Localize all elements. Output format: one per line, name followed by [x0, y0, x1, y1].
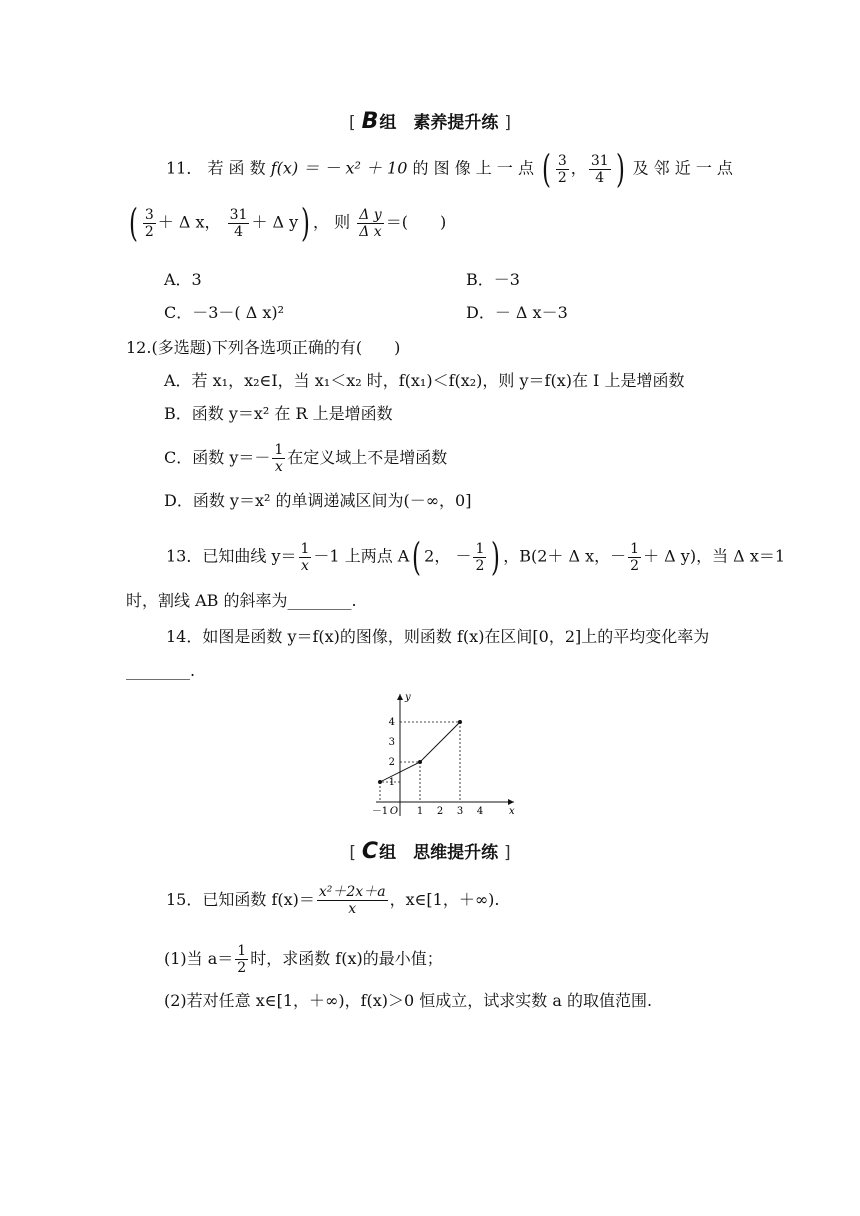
section-c-label: 组 思维提升练: [379, 843, 499, 863]
data-point: [378, 780, 382, 784]
x-tick-label: －1: [371, 806, 389, 817]
y-tick-label: 4: [388, 717, 395, 728]
data-point: [418, 760, 422, 764]
q11-point1-y: $\frac{31}{4}$: [590, 152, 609, 186]
q12-c-fraction: $\frac{1}{x}$: [274, 442, 284, 475]
q15-stem: 15．已知函数 f(x)＝ $\frac{\text{x²＋2x＋a}}{x}$ ，x∈[1，＋∞).: [166, 884, 500, 917]
y-axis-label: y: [405, 692, 411, 703]
x-axis-label: x: [509, 806, 515, 817]
x-tick-label: 2: [436, 806, 444, 817]
section-b-label: 组 素养提升练: [379, 113, 499, 133]
x-tick-label: O: [389, 806, 399, 817]
q15-part1: (1)当 a＝ $\frac{1}{2}$ 时，求函数 f(x)的最小值；: [164, 943, 443, 976]
q13-point-a-y: $\frac{1}{2}$: [475, 540, 485, 574]
q13-point-b-y: $\frac{1}{2}$: [630, 540, 640, 574]
data-point: [458, 720, 462, 724]
section-c-letter: C: [361, 839, 380, 864]
x-tick-label: 4: [476, 806, 484, 817]
y-tick-label: 1: [388, 777, 395, 788]
q12-option-d: D．函数 y＝x² 的单调递减区间为(－∞，0]: [164, 491, 472, 510]
q12-option-a: A．若 x₁，x₂∈I，当 x₁＜x₂ 时，f(x₁)＜f(x₂)，则 y＝f(x)在 I 上是增函数: [164, 371, 685, 390]
x-tick-label: 1: [416, 806, 424, 817]
section-b-letter: B: [361, 109, 380, 134]
q15-part2: (2)若对任意 x∈[1，＋∞)，f(x)＞0 恒成立，试求实数 a 的取值范围.: [164, 991, 653, 1010]
q11-line2: ( $\frac{3}{2}$ ＋ Δ x， $\frac{31}{4}$ ＋ Δ y) ， 则 $\frac{\text{Δ y}}{\text{Δ x}}$ ＝( ): [128, 201, 447, 245]
x-axis-arrow: [508, 799, 514, 805]
section-c-title: [ C组 思维提升练 ]: [349, 839, 511, 864]
y-axis-arrow: [397, 694, 403, 700]
q14-line1: 14．如图是函数 y＝f(x)的图像，则函数 f(x)在区间[0，2]上的平均变化率为: [166, 627, 710, 646]
q11-option-d: D．－ Δ x－3: [466, 303, 568, 322]
x-tick-label: 3: [456, 806, 464, 817]
series-line: [380, 722, 460, 782]
q13-line1: 13．已知曲线 y＝ $\frac{1}{x}$ －1 上两点 A( 2， － $\frac{1}{2}$ ) ，B(2＋ Δ x，－ $\frac{1}{2}$ ＋ Δ y)，当 Δ x＝1: [166, 535, 786, 579]
q15-fraction: $\frac{\text{x²＋2x＋a}}{x}$: [318, 884, 386, 917]
q12-option-b: B．函数 y＝x² 在 R 上是增函数: [164, 404, 393, 423]
q12-option-c: C．函数 y＝－ $\frac{1}{x}$ 在定义域上不是增函数: [164, 442, 448, 475]
q12-stem: 12.(多选题)下列各选项正确的有( ): [126, 338, 401, 357]
y-tick-label: 2: [388, 757, 395, 768]
q15-part1-fraction: $\frac{1}{2}$: [237, 943, 247, 976]
q11-ratio: $\frac{\text{Δ y}}{\text{Δ x}}$: [359, 206, 382, 240]
q11-option-c: C．－3－( Δ x)²: [164, 303, 285, 322]
q11-point1-x: $\frac{3}{2}$: [557, 152, 567, 186]
q11-option-a: A．3: [164, 270, 202, 289]
q13-line2: 时，割线 AB 的斜率为________.: [126, 591, 357, 610]
y-tick-label: 3: [388, 737, 395, 748]
function-graph: [370, 690, 520, 820]
q11-point2-x: $\frac{3}{2}$: [144, 206, 154, 240]
q13-fraction: $\frac{1}{x}$: [300, 540, 310, 574]
q11-point2-y: $\frac{31}{4}$: [229, 206, 248, 240]
section-b-title: [ B组 素养提升练 ]: [349, 109, 511, 134]
q14-line2: ________.: [126, 661, 196, 680]
q11-line1: 11． 若 函 数 f(x) ＝ － x² ＋ 10 的 图 像 上 一 点 ( $\frac{3}{2}$ ， $\frac{31}{4}$ ) 及 邻 近 一 点: [166, 147, 733, 191]
q11-option-b: B．－3: [466, 270, 520, 289]
